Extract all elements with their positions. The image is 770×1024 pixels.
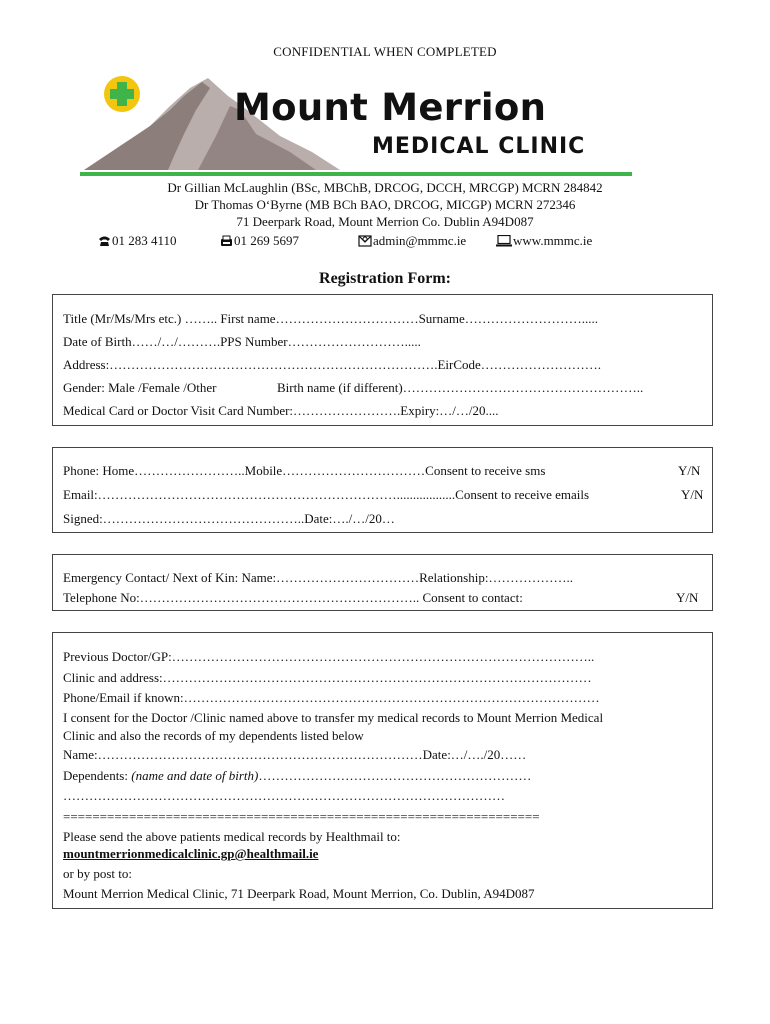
website-url: www.mmmc.ie xyxy=(513,233,593,248)
next-of-kin-line[interactable]: Emergency Contact/ Next of Kin: Name:……………………………Relationship:……………….. xyxy=(63,570,573,585)
doctor-details xyxy=(0,179,770,230)
dependents-extra-line[interactable]: ………………………………………………………………………………………… xyxy=(63,788,505,803)
doctor-line-1: Dr Gillian McLaughlin (BSc, MBChB, DRCOG, DCCH, MRCGP) MCRN 284842 xyxy=(167,180,603,195)
birth-name-line[interactable]: Birth name (if different)……………………………………………….. xyxy=(277,380,644,395)
email-icon xyxy=(358,234,372,247)
doctor-line-2: Dr Thomas O‘Byrne (MB BCh BAO, DRCOG, MICGP) MCRN 272346 xyxy=(194,197,576,212)
brand-subtitle: MEDICAL CLINIC xyxy=(372,134,586,159)
fax-icon xyxy=(220,235,233,247)
post-instructions: or by post to: xyxy=(63,866,132,881)
emergency-contact-section xyxy=(52,554,713,611)
web-contact xyxy=(496,233,592,249)
contact-row xyxy=(0,233,770,251)
confidential-notice: CONFIDENTIAL WHEN COMPLETED xyxy=(273,44,497,59)
signed-line[interactable]: Signed:………………………………………..Date:…./…/20… xyxy=(63,511,395,526)
gender-line[interactable]: Gender: Male /Female /Other xyxy=(63,380,217,395)
personal-details-section xyxy=(52,294,713,426)
dependents-line[interactable] xyxy=(63,768,531,784)
records-transfer-section xyxy=(52,632,713,909)
sms-consent-yn[interactable]: Y/N xyxy=(678,463,701,478)
clinic-address-field[interactable]: Clinic and address:……………………………………………………………………………………… xyxy=(63,670,592,685)
healthmail-address[interactable]: mountmerrionmedicalclinic.gp@healthmail.ie xyxy=(63,846,319,861)
phone-line[interactable]: Phone: Home……………………..Mobile……………………………Consent to receive sms xyxy=(63,463,546,478)
form-title: Registration Form: xyxy=(319,270,451,287)
medical-card-line[interactable]: Medical Card or Doctor Visit Card Number:…………………….Expiry:…/…/20.... xyxy=(63,403,499,418)
email-line[interactable]: Email:……………………………………………………………..................Consent to receive emails xyxy=(63,487,590,502)
phone-email-field[interactable]: Phone/Email if known:…………………………………………………………………………………… xyxy=(63,690,600,705)
emergency-telephone-line[interactable]: Telephone No:……………………………………………………….. Consent to contact: xyxy=(63,590,523,605)
fax-contact xyxy=(220,233,299,249)
address-line[interactable]: Address:………………………………………………………………….EirCode………………………. xyxy=(63,357,602,372)
fax-number: 01 269 5697 xyxy=(234,233,299,248)
dob-pps-line[interactable]: Date of Birth……/…/……….PPS Number………………………..... xyxy=(63,334,421,349)
separator-line: ================================================================= xyxy=(63,809,540,824)
send-instructions: Please send the above patients medical records by Healthmail to: xyxy=(63,829,401,844)
email-consent-yn[interactable]: Y/N xyxy=(681,487,704,502)
previous-doctor-line[interactable]: Previous Doctor/GP:…………………………………………………………………………………….. xyxy=(63,649,595,664)
clinic-address-line: 71 Deerpark Road, Mount Merrion Co. Dublin A94D087 xyxy=(236,214,534,229)
brand-name: Mount Merrion xyxy=(234,86,547,129)
contact-details-section xyxy=(52,447,713,533)
dependents-hint: (name and date of birth) xyxy=(131,768,259,783)
consent-text-2: Clinic and also the records of my dependents listed below xyxy=(63,728,364,743)
name-line[interactable]: Title (Mr/Ms/Mrs etc.) …….. First name……………………………Surname………………………..... xyxy=(63,311,599,326)
contact-consent-yn[interactable]: Y/N xyxy=(676,590,699,605)
phone-number: 01 283 4110 xyxy=(112,233,177,248)
consent-name-date-line[interactable]: Name:…………………………………………………………………Date:…/…./20…… xyxy=(63,747,527,762)
phone-contact xyxy=(98,233,177,249)
dependents-label: Dependents: xyxy=(63,768,132,783)
logo-underline xyxy=(80,172,632,176)
telephone-icon xyxy=(98,235,111,247)
computer-icon xyxy=(496,235,512,247)
dependents-dots: ……………………………………………………… xyxy=(258,768,532,783)
email-contact xyxy=(358,233,466,249)
email-address: admin@mmmc.ie xyxy=(373,233,467,248)
post-address: Mount Merrion Medical Clinic, 71 Deerpark Road, Mount Merrion, Co. Dublin, A94D087 xyxy=(63,886,535,901)
consent-text-1: I consent for the Doctor /Clinic named above to transfer my medical records to Mount Merrion Medical xyxy=(63,710,604,725)
